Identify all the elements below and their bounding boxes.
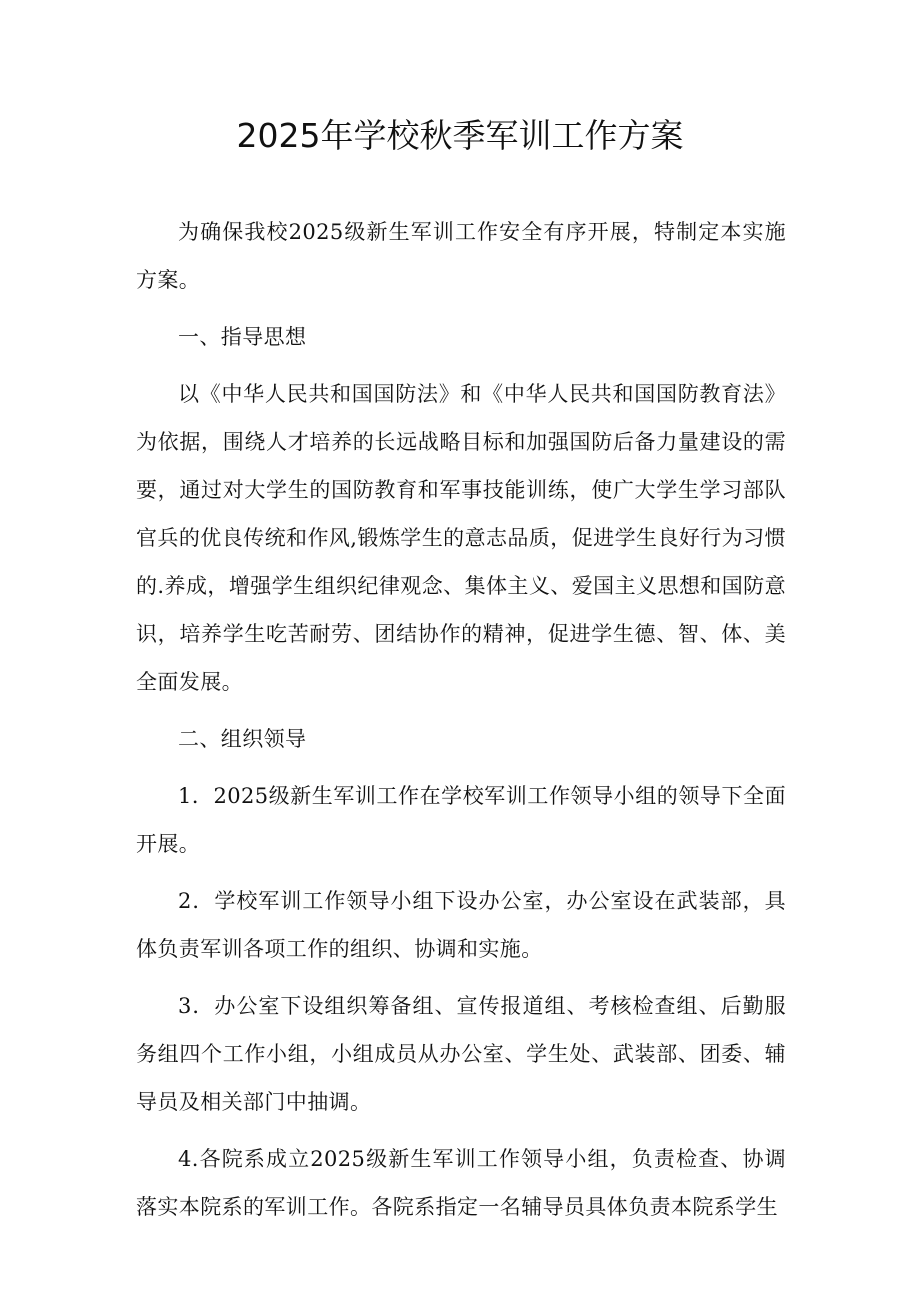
- document-title: 2025年学校秋季军训工作方案: [236, 116, 684, 155]
- organization-item-4: 4.各院系成立2025级新生军训工作领导小组，负责检查、协调落实本院系的军训工作。各院系指定一名辅导员具体负责本院系学生: [136, 1147, 786, 1219]
- section-heading-guiding-ideology: 一、指导思想: [178, 325, 307, 349]
- organization-item-2: 2．学校军训工作领导小组下设办公室，办公室设在武装部，具体负责军训各项工作的组织、协调和实施。: [136, 889, 786, 961]
- guiding-ideology-paragraph: 以《中华人民共和国国防法》和《中华人民共和国国防教育法》为依据，围绕人才培养的长远战略目标和加强国防后备力量建设的需要，通过对大学生的国防教育和军事技能训练，使广大学生学习部队官兵的优良传统和作风,锻炼学生的意志品质，促进学生良好行为习惯的.养成，增强学生组织纪律观念、集体主义、爱国主义思想和国防意识，培养学生吃苦耐劳、团结协作的精神，促进学生德、智、体、美全面发展。: [136, 382, 786, 694]
- organization-item-1: 1．2025级新生军训工作在学校军训工作领导小组的领导下全面开展。: [136, 784, 786, 856]
- document-body: [136, 208, 786, 1240]
- intro-paragraph: 为确保我校2025级新生军训工作安全有序开展，特制定本实施方案。: [136, 220, 786, 292]
- organization-item-3: 3．办公室下设组织筹备组、宣传报道组、考核检查组、后勤服务组四个工作小组，小组成员从办公室、学生处、武装部、团委、辅导员及相关部门中抽调。: [136, 994, 786, 1114]
- section-heading-organization: 二、组织领导: [178, 727, 307, 751]
